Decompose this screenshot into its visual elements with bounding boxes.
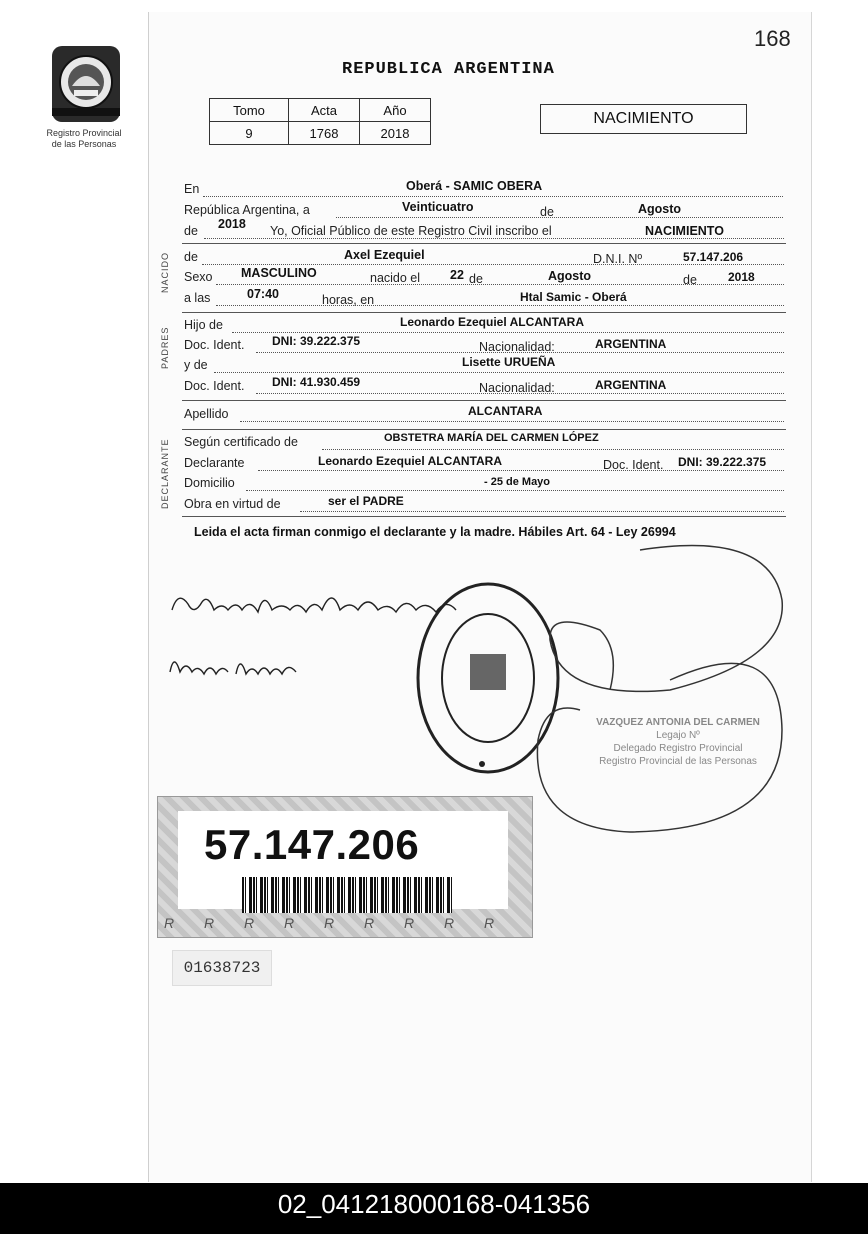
birth-day-value: 22	[450, 268, 464, 282]
place-value: Htal Samic - Oberá	[520, 290, 627, 304]
dni-value: 57.147.206	[683, 250, 744, 264]
mother-signature	[164, 646, 304, 691]
tomo-header: Tomo	[210, 99, 289, 122]
officer-signature	[520, 540, 790, 845]
sexo-label: Sexo	[184, 270, 213, 284]
de-label: de	[540, 205, 554, 219]
doc-ident-label: Doc. Ident.	[184, 338, 245, 352]
dotted-line	[240, 421, 784, 422]
dotted-line	[214, 372, 784, 373]
dotted-line	[232, 332, 784, 333]
time-value: 07:40	[247, 287, 279, 301]
sticker-panel	[178, 811, 508, 909]
certificado-value: OBSTETRA MARÍA DEL CARMEN LÓPEZ	[384, 432, 599, 444]
month-value: Agosto	[638, 202, 682, 216]
de-label: de	[469, 272, 483, 286]
certificado-label: Según certificado de	[184, 435, 298, 449]
tomo-value: 9	[210, 122, 289, 145]
declarante-label: Declarante	[184, 456, 245, 470]
inscribo-value: NACIMIENTO	[645, 224, 724, 238]
nacionalidad-label: Nacionalidad:	[479, 340, 555, 354]
acta-value: 1768	[289, 122, 360, 145]
file-name-bar: 02_041218000168-041356	[0, 1183, 868, 1234]
sticker-pattern-letter: R	[284, 915, 295, 931]
mother-doc-value: DNI: 41.930.459	[272, 375, 361, 389]
father-doc-value: DNI: 39.222.375	[272, 334, 361, 348]
section-divider	[182, 516, 786, 517]
sticker-pattern-letter: R	[364, 915, 375, 931]
officer-line4: Registro Provincial de las Personas	[599, 756, 757, 767]
father-nationality-value: ARGENTINA	[595, 337, 667, 351]
sexo-value: MASCULINO	[241, 266, 317, 280]
apellido-label: Apellido	[184, 407, 229, 421]
domicilio-label: Domicilio	[184, 476, 235, 490]
de-label: de	[683, 273, 697, 287]
sticker-pattern-letter: R	[484, 915, 495, 931]
father-name-value: Leonardo Ezequiel ALCANTARA	[400, 315, 585, 329]
document-title: REPUBLICA ARGENTINA	[342, 60, 555, 79]
officer-stamp-text	[578, 716, 778, 768]
dotted-line	[258, 470, 784, 471]
officer-line2: Legajo Nº	[656, 730, 700, 741]
birth-year-value: 2018	[728, 270, 755, 284]
sticker-pattern-letter: R	[204, 915, 215, 931]
obra-label: Obra en virtud de	[184, 497, 281, 511]
sticker-pattern-letter: R	[164, 915, 175, 931]
dni-label: D.N.I. Nº	[593, 252, 643, 266]
dotted-line	[202, 264, 784, 265]
section-divider	[182, 243, 786, 244]
section-divider	[182, 312, 786, 313]
section-divider	[182, 400, 786, 401]
sticker-pattern-letter: R	[404, 915, 415, 931]
doc-ident-label: Doc. Ident.	[603, 458, 664, 472]
sticker-number: 57.147.206	[204, 821, 420, 868]
en-label: En	[184, 182, 200, 196]
dotted-line	[216, 305, 784, 306]
acta-header: Acta	[289, 99, 360, 122]
nacido-side-label: NACIDO	[160, 251, 170, 293]
apellido-value: ALCANTARA	[468, 404, 543, 418]
year-value: 2018	[218, 217, 246, 231]
nacido-el-label: nacido el	[370, 271, 421, 285]
obra-value: ser el PADRE	[328, 494, 404, 508]
domicilio-value: - 25 de Mayo	[484, 476, 551, 488]
declarante-side-label: DECLARANTE	[160, 438, 170, 509]
page-number: 168	[754, 26, 791, 51]
birth-month-value: Agosto	[548, 269, 592, 283]
dotted-line	[300, 511, 784, 512]
anio-header: Año	[360, 99, 431, 122]
dotted-line	[216, 284, 784, 285]
doc-ident-label: Doc. Ident.	[184, 379, 245, 393]
officer-line3: Delegado Registro Provincial	[613, 743, 743, 754]
mother-name-value: Lisette URUEÑA	[462, 355, 556, 369]
alas-label: a las	[184, 291, 211, 305]
hijo-label: Hijo de	[184, 318, 223, 332]
padres-side-label: PADRES	[160, 326, 170, 369]
child-name-value: Axel Ezequiel	[344, 248, 425, 262]
registry-caption	[32, 128, 136, 150]
republica-label: República Argentina, a	[184, 203, 310, 217]
declarante-value: Leonardo Ezequiel ALCANTARA	[318, 454, 503, 468]
closing-statement: Leida el acta firman conmigo el declarante y la madre. Hábiles Art. 64 - Ley 26994	[194, 525, 676, 539]
de2-label: de	[184, 224, 198, 238]
registry-seal-logo	[44, 42, 128, 131]
section-divider	[182, 429, 786, 430]
nacido-de-label: de	[184, 250, 198, 264]
sticker-pattern-letter: R	[324, 915, 335, 931]
day-value: Veinticuatro	[402, 200, 474, 214]
dni-sticker	[157, 796, 533, 938]
horas-label: horas, en	[322, 293, 375, 307]
yde-label: y de	[184, 358, 208, 372]
en-value: Oberá - SAMIC OBERA	[406, 179, 543, 193]
anio-value: 2018	[360, 122, 431, 145]
dotted-line	[246, 490, 784, 491]
oficial-text: Yo, Oficial Público de este Registro Civil inscribo el	[270, 224, 552, 238]
record-type-box: NACIMIENTO	[540, 104, 747, 134]
serial-number: 01638723	[172, 950, 272, 986]
dotted-line	[322, 449, 784, 450]
mother-nationality-value: ARGENTINA	[595, 378, 667, 392]
tomo-acta-table	[209, 98, 431, 145]
barcode	[242, 877, 452, 913]
dotted-line	[203, 196, 783, 197]
dotted-line	[204, 238, 784, 239]
officer-line1: VAZQUEZ ANTONIA DEL CARMEN	[596, 717, 760, 728]
sticker-pattern-letter: R	[244, 915, 255, 931]
registry-caption-line1: Registro Provincial	[46, 128, 122, 138]
nacionalidad-label: Nacionalidad:	[479, 381, 555, 395]
registry-caption-line2: de las Personas	[51, 139, 117, 149]
sticker-pattern-letter: R	[444, 915, 455, 931]
declarante-doc-value: DNI: 39.222.375	[678, 455, 767, 469]
dotted-line	[336, 217, 783, 218]
